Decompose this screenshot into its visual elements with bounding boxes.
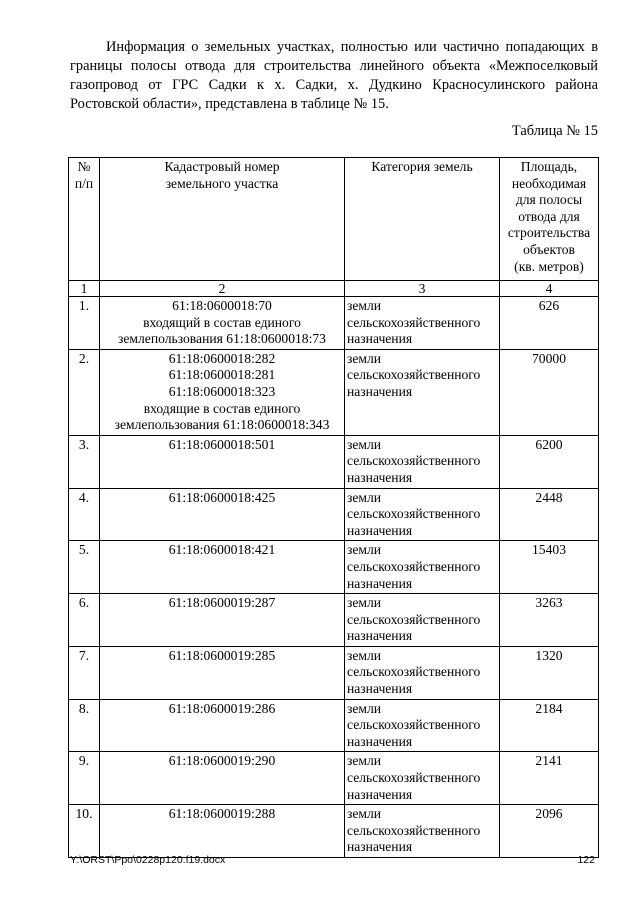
table-caption: Таблица № 15 <box>511 123 598 139</box>
land-plots-table <box>68 157 599 858</box>
row-number: 9. <box>69 752 100 805</box>
land-category <box>345 297 500 350</box>
cadastral-line: 61:18:0600018:501 <box>168 436 276 452</box>
cadastral-line: входящий в состав единого <box>143 314 301 330</box>
row-number: 8. <box>69 699 100 752</box>
cadastral-number <box>100 594 345 647</box>
intro-line: Информация о земельных участках, полностью или частично попадающих <box>106 39 585 55</box>
land-category <box>345 488 500 541</box>
row-number: 2. <box>69 349 100 435</box>
header-category: Категория земель <box>345 158 500 281</box>
category-line: назначения <box>347 331 413 347</box>
row-number: 3. <box>69 435 100 488</box>
area-value: 6200 <box>500 435 599 488</box>
intro-text <box>70 38 598 114</box>
category-line: назначения <box>347 522 413 538</box>
area-value: 1320 <box>500 646 599 699</box>
cadastral-line: 61:18:0600018:421 <box>168 542 276 558</box>
table-body <box>69 297 599 858</box>
category-line: сельскохозяйственного <box>347 558 481 574</box>
cadastral-line: 61:18:0600018:70 <box>172 298 272 313</box>
category-line: земли <box>347 647 382 663</box>
cadastral-line: входящие в состав единого <box>143 400 301 416</box>
category-line: назначения <box>347 628 413 644</box>
row-number: 6. <box>69 594 100 647</box>
row-number: 4. <box>69 488 100 541</box>
column-number: 2 <box>100 281 345 297</box>
row-number: 1. <box>69 297 100 350</box>
column-number: 3 <box>345 281 500 297</box>
land-category <box>345 699 500 752</box>
category-line: сельскохозяйственного <box>347 453 481 469</box>
land-category <box>345 435 500 488</box>
cadastral-line: 61:18:0600019:285 <box>168 647 276 663</box>
cadastral-number <box>100 488 345 541</box>
cadastral-line: 61:18:0600018:425 <box>168 489 276 505</box>
area-value: 2096 <box>500 805 599 858</box>
cadastral-number <box>100 349 345 435</box>
table-row <box>69 488 599 541</box>
category-line: сельскохозяйственного <box>347 367 481 383</box>
category-line: сельскохозяйственного <box>347 717 481 733</box>
land-category <box>345 349 500 435</box>
category-line: земли <box>347 595 382 611</box>
category-line: назначения <box>347 786 413 802</box>
cadastral-line: 61:18:0600018:282 <box>168 350 276 366</box>
cadastral-line: 61:18:0600018:323 <box>168 383 276 399</box>
intro-line: в границы полосы отвода для строительства линейного объекта <box>70 39 598 74</box>
cadastral-line: землепользования 61:18:0600018:73 <box>118 331 326 347</box>
category-line: назначения <box>347 839 413 855</box>
land-category <box>345 752 500 805</box>
header-num: № п/п <box>69 158 100 281</box>
area-value: 15403 <box>500 541 599 594</box>
cadastral-line: 61:18:0600018:281 <box>168 367 276 383</box>
table-row <box>69 646 599 699</box>
table-row <box>69 297 599 350</box>
category-line: назначения <box>347 575 413 591</box>
category-line: земли <box>347 753 382 769</box>
table-header-row <box>69 158 599 281</box>
category-line: сельскохозяйственного <box>347 770 481 786</box>
category-line: земли <box>347 436 382 452</box>
table-row <box>69 435 599 488</box>
cadastral-line: 61:18:0600019:287 <box>168 595 276 611</box>
cadastral-number <box>100 297 345 350</box>
area-value: 3263 <box>500 594 599 647</box>
table-row <box>69 699 599 752</box>
category-line: земли <box>347 700 382 716</box>
category-line: назначения <box>347 383 413 399</box>
cadastral-number <box>100 752 345 805</box>
category-line: сельскохозяйственного <box>347 611 481 627</box>
footer-page-number: 122 <box>577 854 595 866</box>
category-line: земли <box>347 350 382 366</box>
row-number: 5. <box>69 541 100 594</box>
table-row <box>69 594 599 647</box>
cadastral-number <box>100 699 345 752</box>
table-row <box>69 349 599 435</box>
row-number: 10. <box>69 805 100 858</box>
land-category <box>345 805 500 858</box>
header-cadastral: Кадастровый номер земельного участка <box>100 158 345 281</box>
category-line: земли <box>347 542 382 558</box>
cadastral-number <box>100 646 345 699</box>
category-line: сельскохозяйственного <box>347 314 481 330</box>
category-line: сельскохозяйственного <box>347 506 481 522</box>
category-line: назначения <box>347 681 413 697</box>
table-row <box>69 541 599 594</box>
area-value: 2448 <box>500 488 599 541</box>
area-value: 2141 <box>500 752 599 805</box>
cadastral-line: 61:18:0600019:290 <box>168 753 276 769</box>
footer-file-path: Y:\ORST\Ppo\0228p120.f19.docx <box>70 854 226 866</box>
category-line: назначения <box>347 733 413 749</box>
intro-paragraph <box>70 38 598 114</box>
category-line: земли <box>347 298 382 313</box>
cadastral-line: 61:18:0600019:286 <box>168 700 276 716</box>
cadastral-line: землепользования 61:18:0600018:343 <box>114 417 330 433</box>
table-row <box>69 805 599 858</box>
column-number-row <box>69 281 599 297</box>
area-value: 70000 <box>500 349 599 435</box>
intro-line: «Межпоселковый газопровод от ГРС Садки к х. Садки, х. Дудкино <box>70 58 598 93</box>
cadastral-number <box>100 541 345 594</box>
land-category <box>345 646 500 699</box>
column-number: 4 <box>500 281 599 297</box>
row-number: 7. <box>69 646 100 699</box>
land-category <box>345 594 500 647</box>
area-value: 2184 <box>500 699 599 752</box>
area-value: 626 <box>500 297 599 350</box>
header-area: Площадь, необходимая для полосы отвода для строительства объектов (кв. метров) <box>500 158 599 281</box>
column-number: 1 <box>69 281 100 297</box>
category-line: земли <box>347 806 382 822</box>
intro-line: Красносулинского района Ростовской области», представлена в таблице № 15. <box>70 77 598 112</box>
category-line: земли <box>347 489 382 505</box>
table-row <box>69 752 599 805</box>
category-line: назначения <box>347 469 413 485</box>
category-line: сельскохозяйственного <box>347 822 481 838</box>
cadastral-line: 61:18:0600019:288 <box>168 806 276 822</box>
cadastral-number <box>100 435 345 488</box>
land-category <box>345 541 500 594</box>
cadastral-number <box>100 805 345 858</box>
category-line: сельскохозяйственного <box>347 664 481 680</box>
